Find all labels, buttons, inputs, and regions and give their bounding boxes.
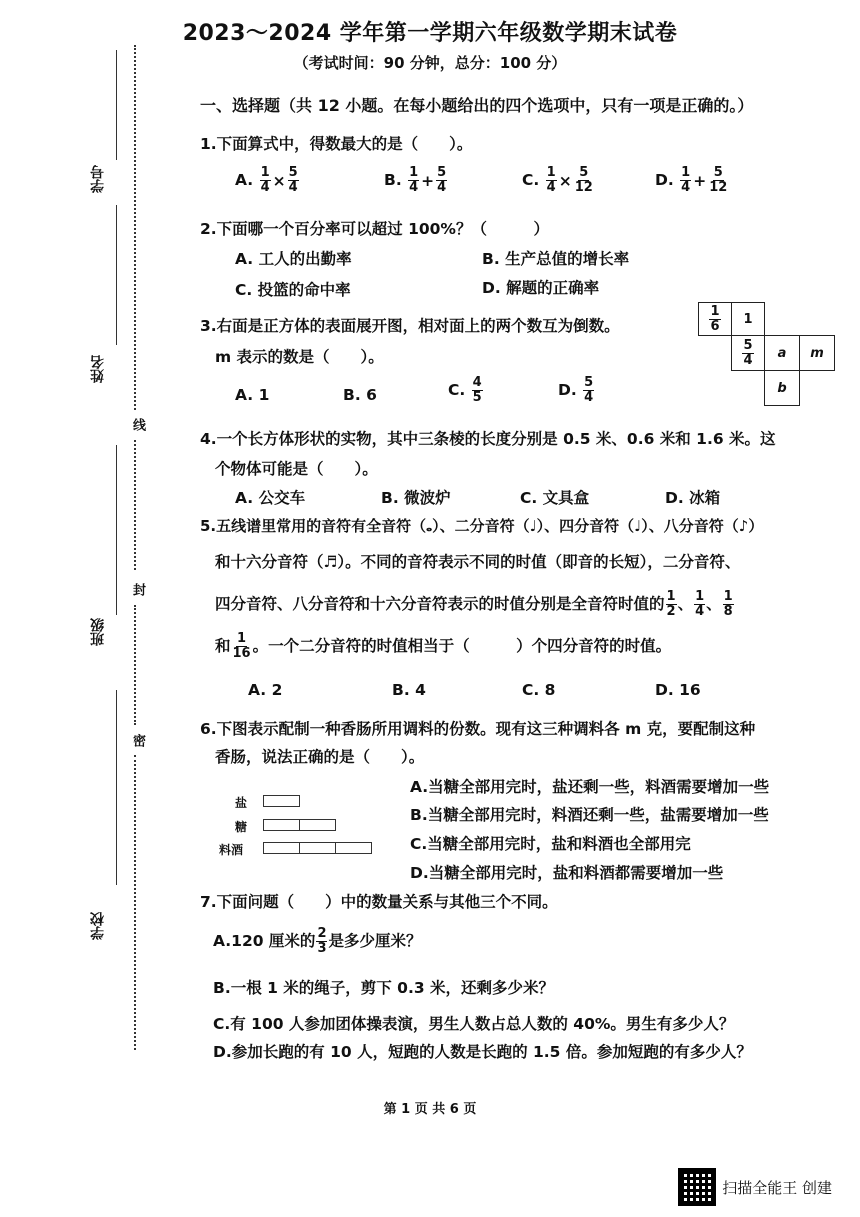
wine-part-2 xyxy=(299,842,336,854)
q1-option-a: A. $\frac{1}{4}$ × $\frac{5}{4}$ xyxy=(235,165,298,195)
q5-option-b: B. 4 xyxy=(392,681,426,699)
q3-option-c: C. $\frac{4}{5}$ xyxy=(448,375,482,405)
xuexiao-label: 学校 xyxy=(90,912,106,940)
scanner-text: 扫描全能王 创建 xyxy=(722,1178,832,1197)
scanner-watermark xyxy=(678,1168,832,1206)
q3-stem-line2: m 表示的数是（ ）。 xyxy=(215,348,384,366)
net-cell-2: 1 xyxy=(731,302,765,336)
q1-option-d: D. $\frac{1}{4}$ + $\frac{5}{12}$ xyxy=(655,165,728,195)
feng-label: 封 xyxy=(130,583,145,596)
qr-code-icon xyxy=(678,1168,716,1206)
wine-label: 料酒 xyxy=(219,843,244,857)
q4-option-a: A. 公交车 xyxy=(235,489,306,507)
q1-option-c: C. $\frac{1}{4}$ × $\frac{5}{12}$ xyxy=(522,165,593,195)
q7-option-d: D.参加长跑的有 10 人，短跑的人数是长跑的 1.5 倍。参加短跑的有多少人？ xyxy=(213,1043,752,1061)
xian-label: 线 xyxy=(130,418,145,431)
q4-option-d: D. 冰箱 xyxy=(665,489,721,507)
mi-label: 密 xyxy=(130,734,145,747)
q4-stem-line1: 4.一个长方体形状的实物，其中三条棱的长度分别是 0.5 米、0.6 米和 1.6 米。这 xyxy=(200,430,776,448)
q6-stem-line2: 香肠，说法正确的是（ ）。 xyxy=(215,748,425,766)
seasoning-diagram xyxy=(215,790,395,860)
wine-part-3 xyxy=(335,842,372,854)
banji-label: 班级 xyxy=(90,618,106,646)
q1-option-b: B. $\frac{1}{4}$ + $\frac{5}{4}$ xyxy=(384,165,447,195)
xuehao-line xyxy=(116,50,117,160)
q4-option-c: C. 文具盒 xyxy=(520,489,590,507)
q2-option-d: D. 解题的正确率 xyxy=(482,279,600,297)
q7-stem: 7.下面问题（ ）中的数量关系与其他三个不同。 xyxy=(200,893,558,911)
q5-option-d: D. 16 xyxy=(655,681,701,699)
net-cell-b: b xyxy=(764,370,800,406)
q2-option-b: B. 生产总值的增长率 xyxy=(482,250,630,268)
section1-heading: 一、选择题（共 12 小题。在每小题给出的四个选项中，只有一项是正确的。） xyxy=(200,96,754,115)
exam-title: 2023～2024 学年第一学期六年级数学期末试卷 xyxy=(182,21,678,46)
q2-stem: 2.下面哪一个百分率可以超过 100%？（ ） xyxy=(200,220,549,238)
q4-stem-line2: 个物体可能是（ ）。 xyxy=(215,460,378,478)
q7-option-b: B.一根 1 米的绳子，剪下 0.3 米，还剩多少米？ xyxy=(213,979,555,997)
xuexiao-line xyxy=(116,690,117,885)
cube-net xyxy=(698,302,838,408)
sugar-label: 糖 xyxy=(235,820,248,834)
q6-option-c: C.当糖全部用完时，盐和料酒也全部用完 xyxy=(410,835,691,853)
salt-part-1 xyxy=(263,795,300,807)
sugar-part-1 xyxy=(263,819,300,831)
xingming-line xyxy=(116,205,117,345)
binding-dotted-line-2 xyxy=(134,440,136,570)
banji-line xyxy=(116,445,117,615)
q5-line2: 和十六分音符（♬）。不同的音符表示不同的时值（即音的长短），二分音符、 xyxy=(215,553,741,571)
net-cell-a: a xyxy=(764,335,800,371)
q2-option-c: C. 投篮的命中率 xyxy=(235,281,351,299)
q6-option-d: D.当糖全部用完时，盐和料酒都需要增加一些 xyxy=(410,864,724,882)
q6-option-a: A.当糖全部用完时，盐还剩一些，料酒需要增加一些 xyxy=(410,778,770,796)
binding-dotted-line-3 xyxy=(134,605,136,725)
q3-option-b: B. 6 xyxy=(343,386,377,404)
q5-option-a: A. 2 xyxy=(248,681,283,699)
wine-part-1 xyxy=(263,842,300,854)
salt-label: 盐 xyxy=(235,796,248,810)
q5-line3: 四分音符、八分音符和十六分音符表示的时值分别是全音符时值的 $\frac{1}{2}$ 、 $\frac{1}{4}$ 、 $\frac{1}{8}$ xyxy=(215,589,733,619)
exam-subtitle: （考试时间：90 分钟，总分：100 分） xyxy=(293,54,567,72)
q5-option-c: C. 8 xyxy=(522,681,556,699)
q3-option-d: D. $\frac{5}{4}$ xyxy=(558,375,594,405)
q7-option-c: C.有 100 人参加团体操表演，男生人数占总人数的 40%。男生有多少人？ xyxy=(213,1015,735,1033)
xingming-label: 姓名 xyxy=(90,355,106,383)
q7-option-a: A.120 厘米的 $\frac{2}{3}$ 是多少厘米？ xyxy=(213,926,422,956)
q6-stem-line1: 6.下图表示配制一种香肠所用调料的份数。现有这三种调料各 m 克，要配制这种 xyxy=(200,720,756,738)
binding-dotted-line-4 xyxy=(134,755,136,1050)
xuehao-label: 学号 xyxy=(90,165,106,193)
q3-option-a: A. 1 xyxy=(235,386,270,404)
q3-stem-line1: 3.右面是正方体的表面展开图，相对面上的两个数互为倒数。 xyxy=(200,317,620,335)
q5-line1: 5.五线谱里常用的音符有全音符（𝅝）、二分音符（♩）、四分音符（♩）、八分音符（♪） xyxy=(200,517,764,535)
net-cell-1: $\frac{1}{6}$ xyxy=(698,302,732,336)
page-number: 第 1 页 共 6 页 xyxy=(383,1102,477,1117)
q4-option-b: B. 微波炉 xyxy=(381,489,451,507)
q1-stem: 1.下面算式中，得数最大的是（ ）。 xyxy=(200,135,473,153)
q2-option-a: A. 工人的出勤率 xyxy=(235,250,352,268)
binding-dotted-line-1 xyxy=(134,45,136,410)
net-cell-3: $\frac{5}{4}$ xyxy=(731,335,765,371)
q6-option-b: B.当糖全部用完时，料酒还剩一些，盐需要增加一些 xyxy=(410,806,769,824)
sugar-part-2 xyxy=(299,819,336,831)
q5-line4: 和 $\frac{1}{16}$ 。一个二分音符的时值相当于（ ）个四分音符的时值。 xyxy=(215,631,672,661)
net-cell-m: m xyxy=(799,335,835,371)
seasoning-bars xyxy=(263,790,383,860)
